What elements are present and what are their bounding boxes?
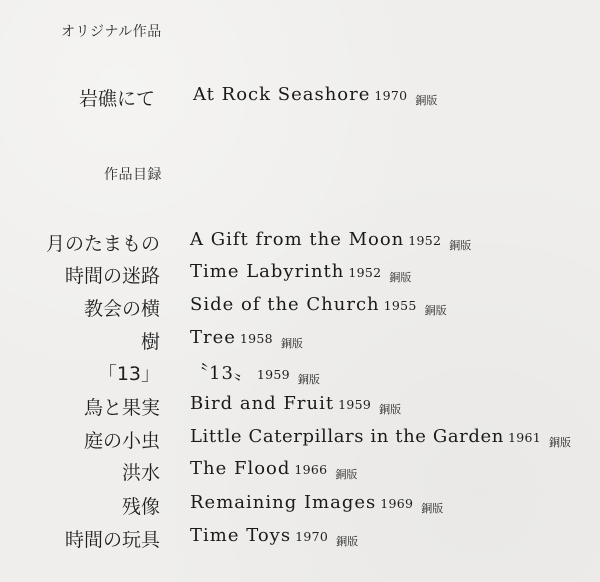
catalog-jp-title: 庭の小虫 <box>83 430 160 452</box>
catalog-en-title: Time Labyrinth <box>190 261 345 282</box>
catalog-row <box>190 458 357 484</box>
catalog-jp-title: 洪水 <box>121 462 160 484</box>
catalog-en-title: Bird and Fruit <box>190 393 335 414</box>
catalog-medium: 銅版 <box>280 337 303 350</box>
catalog-year: 1952 <box>348 265 382 280</box>
catalog-year: 1959 <box>256 367 290 382</box>
original-work-medium: 銅版 <box>415 94 438 107</box>
catalog-en-title: Tree <box>190 327 236 348</box>
catalog-year: 1952 <box>408 233 442 248</box>
catalog-medium: 銅版 <box>297 373 320 386</box>
original-work-jp-title: 岩礁にて <box>78 88 155 110</box>
original-work-en-title: At Rock Seashore <box>193 84 371 105</box>
catalog-row <box>190 261 411 287</box>
catalog-row <box>190 393 401 419</box>
catalog-row <box>190 327 303 353</box>
catalog-row <box>190 492 443 518</box>
catalog-jp-title: 樹 <box>140 331 160 353</box>
catalog-jp-title: 時間の玩具 <box>64 529 160 551</box>
catalog-year: 1966 <box>294 462 328 477</box>
catalog-year: 1959 <box>338 397 372 412</box>
catalog-jp-title: 月のたまもの <box>45 233 160 255</box>
original-works-heading: オリジナル作品 <box>61 24 162 40</box>
catalog-medium: 銅版 <box>449 239 472 252</box>
catalog-jp-title: 時間の迷路 <box>64 265 160 287</box>
catalog-jp-title: 残像 <box>121 496 160 518</box>
catalog-row <box>190 525 358 551</box>
catalog-medium: 銅版 <box>379 403 402 416</box>
catalog-en-title: Remaining Images <box>190 492 377 513</box>
catalog-medium: 銅版 <box>335 468 358 481</box>
catalog-jp-title: 鳥と果実 <box>83 397 160 419</box>
catalog-en-title: Time Toys <box>190 525 292 546</box>
original-work-row <box>193 84 437 110</box>
original-work-year: 1970 <box>374 88 408 103</box>
catalog-row <box>190 359 320 385</box>
catalog-medium: 銅版 <box>389 271 412 284</box>
catalog-heading: 作品目録 <box>104 167 162 183</box>
catalog-en-title: The Flood <box>190 458 291 479</box>
catalog-en-title: Side of the Church <box>190 294 380 315</box>
catalog-jp-title: 「13」 <box>97 363 160 385</box>
catalog-row <box>190 294 447 320</box>
catalog-year: 1955 <box>383 298 417 313</box>
catalog-en-title: A Gift from the Moon <box>190 229 405 250</box>
catalog-jp-title: 教会の横 <box>83 298 160 320</box>
catalog-row <box>190 426 571 452</box>
catalog-medium: 銅版 <box>336 535 359 548</box>
catalog-en-title: 〝13〟 <box>190 363 253 384</box>
catalog-year: 1970 <box>295 529 329 544</box>
catalog-row <box>190 229 471 255</box>
catalog-year: 1969 <box>380 496 414 511</box>
catalog-medium: 銅版 <box>424 304 447 317</box>
catalog-medium: 銅版 <box>548 436 571 449</box>
catalog-year: 1958 <box>239 331 273 346</box>
catalog-medium: 銅版 <box>421 502 444 515</box>
catalog-year: 1961 <box>507 430 541 445</box>
catalog-en-title: Little Caterpillars in the Garden <box>190 426 504 447</box>
